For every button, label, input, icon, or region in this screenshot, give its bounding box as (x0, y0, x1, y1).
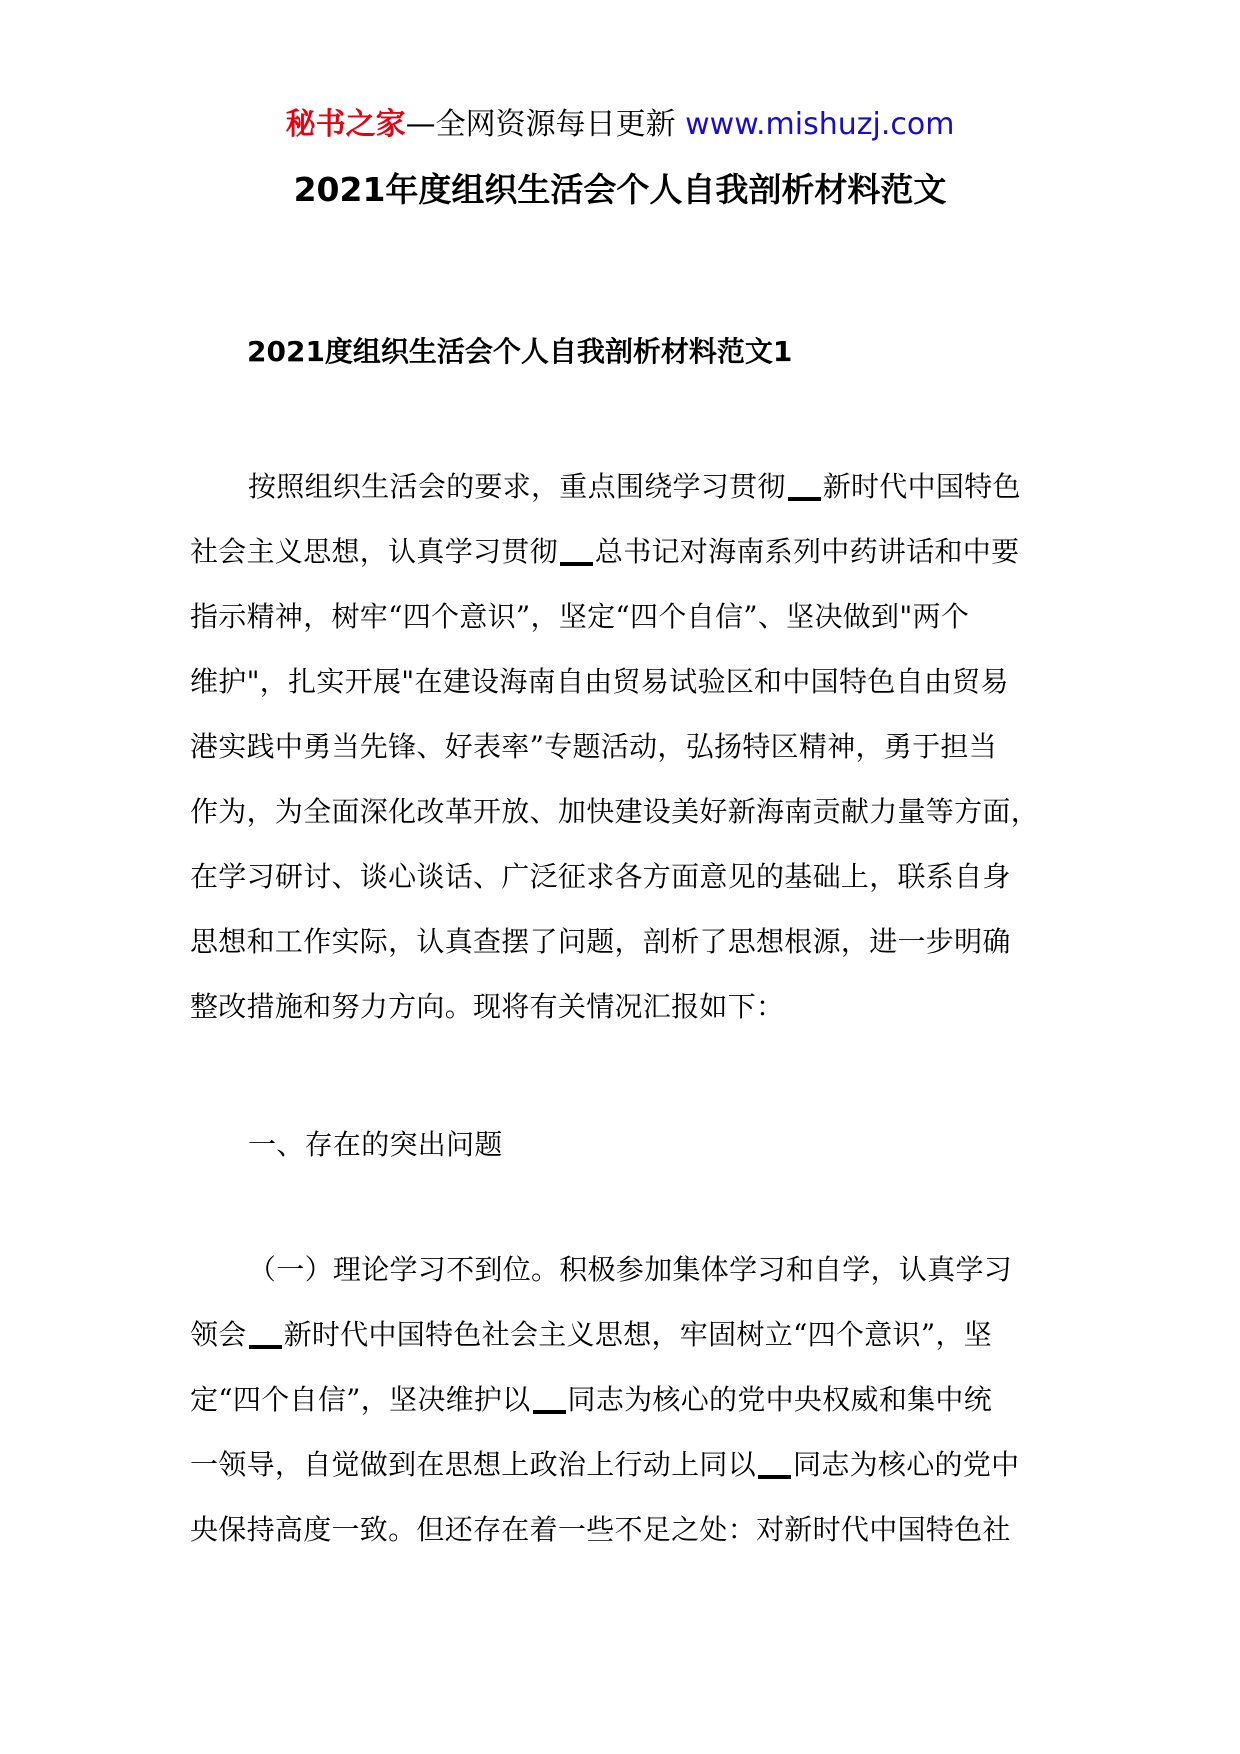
document-title: 2021年度组织生活会个人自我剖析材料范文 (293, 170, 947, 209)
paragraph-theory-study (190, 1237, 1060, 1562)
text-line: 在学习研讨、谈心谈话、广泛征求各方面意见的基础上，联系自身 (190, 860, 1011, 893)
section-heading (190, 1112, 1060, 1177)
site-banner (0, 100, 1240, 150)
text-line: 一、存在的突出问题 (248, 1128, 503, 1161)
text-line: 一领导，自觉做到在思想上政治上行动上同以 同志为核心的党中 (190, 1448, 1020, 1481)
redacted-blank (533, 1410, 566, 1414)
redacted-blank (560, 562, 593, 566)
text-line: 指示精神，树牢“四个意识”，坚定“四个自信”、坚决做到"两个 (190, 600, 970, 633)
redacted-blank (788, 497, 821, 501)
brand-name: 秘书之家 (285, 107, 406, 142)
site-url-link[interactable]: www.mishuzj.com (685, 107, 955, 142)
text-line: 整改措施和努力方向。现将有关情况汇报如下： (190, 990, 785, 1023)
text-line: 社会主义思想，认真学习贯彻 总书记对海南系列中药讲话和中要 (190, 535, 1020, 568)
text-line: 领会 新时代中国特色社会主义思想，牢固树立“四个意识”，坚 (190, 1318, 993, 1351)
text-line: 按照组织生活会的要求，重点围绕学习贯彻 新时代中国特色 (248, 470, 1021, 503)
text-line: （一）理论学习不到位。积极参加集体学习和自学，认真学习 (248, 1253, 1013, 1286)
text-line: 定“四个自信”，坚决维护以 同志为核心的党中央权威和集中统 (190, 1383, 993, 1416)
text-line: 思想和工作实际，认真查摆了问题，剖析了思想根源，进一步明确 (190, 925, 1011, 958)
text-line: 作为，为全面深化改革开放、加快建设美好新海南贡献力量等方面， (190, 795, 1040, 828)
banner-tagline: —全网资源每日更新 (405, 107, 686, 142)
redacted-blank (249, 1345, 282, 1349)
redacted-blank (758, 1475, 791, 1479)
text-line: 维护"，扎实开展"在建设海南自由贸易试验区和中国特色自由贸易 (190, 665, 1009, 698)
text-line: 央保持高度一致。但还存在着一些不足之处：对新时代中国特色社 (190, 1513, 1011, 1546)
section-subtitle: 2021度组织生活会个人自我剖析材料范文1 (247, 335, 793, 368)
paragraph-intro (190, 454, 1060, 1039)
text-line: 港实践中勇当先锋、好表率”专题活动，弘扬特区精神，勇于担当 (190, 730, 998, 763)
